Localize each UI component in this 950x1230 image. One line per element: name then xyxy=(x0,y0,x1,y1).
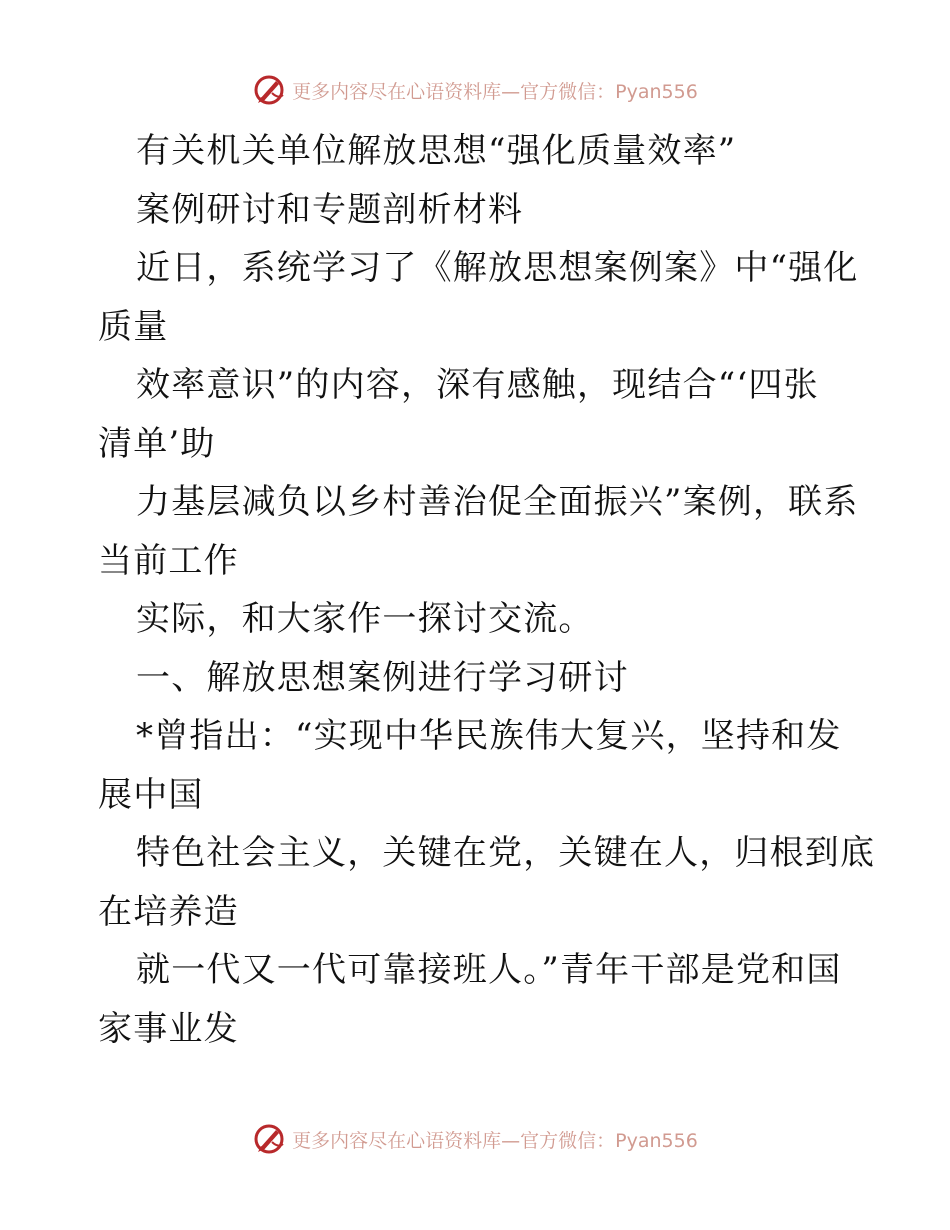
paragraph-line: 实际，和大家作一探讨交流。 xyxy=(136,599,594,639)
paragraph-line: 特色社会主义，关键在党，关键在人，归根到底 xyxy=(136,833,876,873)
header-banner-text: 更多内容尽在心语资料库—官方微信：Pyan556 xyxy=(292,80,698,103)
pen-logo-icon xyxy=(252,73,286,107)
paragraph-line: 效率意识”的内容，深有感触，现结合“‘四张 xyxy=(136,365,819,405)
pen-logo-icon xyxy=(252,1122,286,1156)
paragraph-line: 展中国 xyxy=(98,774,204,815)
document-body xyxy=(98,122,876,1058)
paragraph-line: 就一代又一代可靠接班人。”青年干部是党和国 xyxy=(136,950,842,990)
footer-banner xyxy=(0,1121,950,1157)
paragraph-line: *曾指出：“实现中华民族伟大复兴，坚持和发 xyxy=(136,716,842,756)
footer-banner-text: 更多内容尽在心语资料库—官方微信：Pyan556 xyxy=(292,1129,698,1152)
section-heading: 一、解放思想案例进行学习研讨 xyxy=(136,657,629,698)
paragraph-line: 质量 xyxy=(98,306,169,347)
doc-title-line-2: 案例研讨和专题剖析材料 xyxy=(136,189,524,230)
paragraph-line: 近日，系统学习了《解放思想案例案》中“强化 xyxy=(136,248,859,288)
paragraph-line: 清单’助 xyxy=(98,423,216,464)
doc-title-line-1: 有关机关单位解放思想“强化质量效率” xyxy=(136,131,737,171)
paragraph-line: 当前工作 xyxy=(98,540,239,581)
paragraph-line: 在培养造 xyxy=(98,891,239,932)
header-banner xyxy=(0,72,950,108)
paragraph-line: 家事业发 xyxy=(98,1008,239,1049)
paragraph-line: 力基层减负以乡村善治促全面振兴”案例，联系 xyxy=(136,482,859,522)
